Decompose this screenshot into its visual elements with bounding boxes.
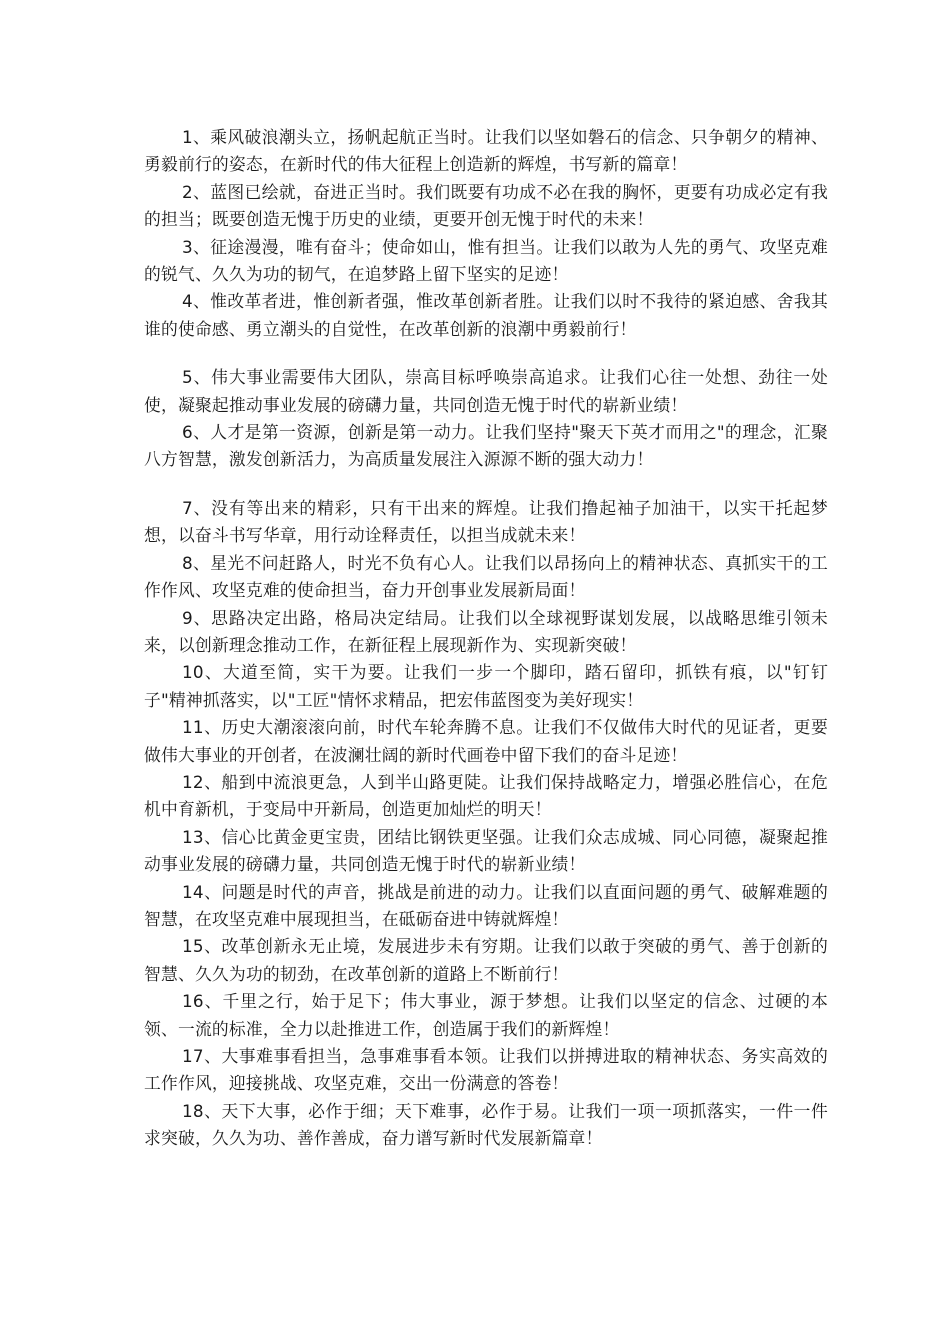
- paragraph-15: 15、改革创新永无止境，发展进步未有穷期。让我们以敢于突破的勇气、善于创新的智慧、久久为功的韧劲，在改革创新的道路上不断前行！: [144, 936, 828, 984]
- paragraph-16: 16、千里之行，始于足下；伟大事业，源于梦想。让我们以坚定的信念、过硬的本领、一流的标准，全力以赴推进工作，创造属于我们的新辉煌！: [144, 991, 828, 1039]
- paragraph-6: 6、人才是第一资源，创新是第一动力。让我们坚持"聚天下英才而用之"的理念，汇聚八方智慧，激发创新活力，为高质量发展注入源源不断的强大动力！: [144, 422, 828, 470]
- paragraph-18: 18、天下大事，必作于细；天下难事，必作于易。让我们一项一项抓落实，一件一件求突破，久久为功、善作善成，奋力谱写新时代发展新篇章！: [144, 1100, 828, 1149]
- paragraph-1: 1、乘风破浪潮头立，扬帆起航正当时。让我们以坚如磐石的信念、只争朝夕的精神、勇毅前行的姿态，在新时代的伟大征程上创造新的辉煌，书写新的篇章！: [144, 127, 828, 175]
- paragraph-2: 2、蓝图已绘就，奋进正当时。我们既要有功成不必在我的胸怀，更要有功成必定有我的担当；既要创造无愧于历史的业绩，更要开创无愧于时代的未来！: [144, 181, 828, 230]
- paragraph-10: 10、大道至简，实干为要。让我们一步一个脚印，踏石留印，抓铁有痕，以"钉钉子"精神抓落实，以"工匠"情怀求精品，把宏伟蓝图变为美好现实！: [144, 662, 828, 710]
- paragraph-9: 9、思路决定出路，格局决定结局。让我们以全球视野谋划发展，以战略思维引领未来，以创新理念推动工作，在新征程上展现新作为、实现新突破！: [144, 607, 828, 655]
- paragraph-4: 4、惟改革者进，惟创新者强，惟改革创新者胜。让我们以时不我待的紧迫感、舍我其谁的使命感、勇立潮头的自觉性，在改革创新的浪潮中勇毅前行！: [144, 291, 828, 339]
- paragraph-8: 8、星光不问赶路人，时光不负有心人。让我们以昂扬向上的精神状态、真抓实干的工作作风、攻坚克难的使命担当，奋力开创事业发展新局面！: [144, 552, 828, 601]
- paragraph-17: 17、大事难事看担当，急事难事看本领。让我们以拼搏进取的精神状态、务实高效的工作作风，迎接挑战、攻坚克难，交出一份满意的答卷！: [144, 1046, 828, 1094]
- paragraph-3: 3、征途漫漫，唯有奋斗；使命如山，惟有担当。让我们以敢为人先的勇气、攻坚克难的锐气、久久为功的韧气，在追梦路上留下坚实的足迹！: [144, 236, 828, 285]
- document-body: [144, 124, 828, 1153]
- paragraph-14: 14、问题是时代的声音，挑战是前进的动力。让我们以直面问题的勇气、破解难题的智慧，在攻坚克难中展现担当，在砥砺奋进中铸就辉煌！: [144, 881, 828, 929]
- paragraph-7: 7、没有等出来的精彩，只有干出来的辉煌。让我们撸起袖子加油干，以实干托起梦想，以奋斗书写华章，用行动诠释责任，以担当成就未来！: [144, 497, 828, 546]
- paragraph-11: 11、历史大潮滚滚向前，时代车轮奔腾不息。让我们不仅做伟大时代的见证者，更要做伟大事业的开创者，在波澜壮阔的新时代画卷中留下我们的奋斗足迹！: [144, 717, 828, 765]
- paragraph-12: 12、船到中流浪更急，人到半山路更陡。让我们保持战略定力，增强必胜信心，在危机中育新机，于变局中开新局，创造更加灿烂的明天！: [144, 771, 828, 820]
- paragraph-5: 5、伟大事业需要伟大团队，崇高目标呼唤崇高追求。让我们心往一处想、劲往一处使，凝聚起推动事业发展的磅礴力量，共同创造无愧于时代的崭新业绩！: [144, 367, 828, 415]
- paragraph-13: 13、信心比黄金更宝贵，团结比钢铁更坚强。让我们众志成城、同心同德，凝聚起推动事业发展的磅礴力量，共同创造无愧于时代的崭新业绩！: [144, 826, 828, 875]
